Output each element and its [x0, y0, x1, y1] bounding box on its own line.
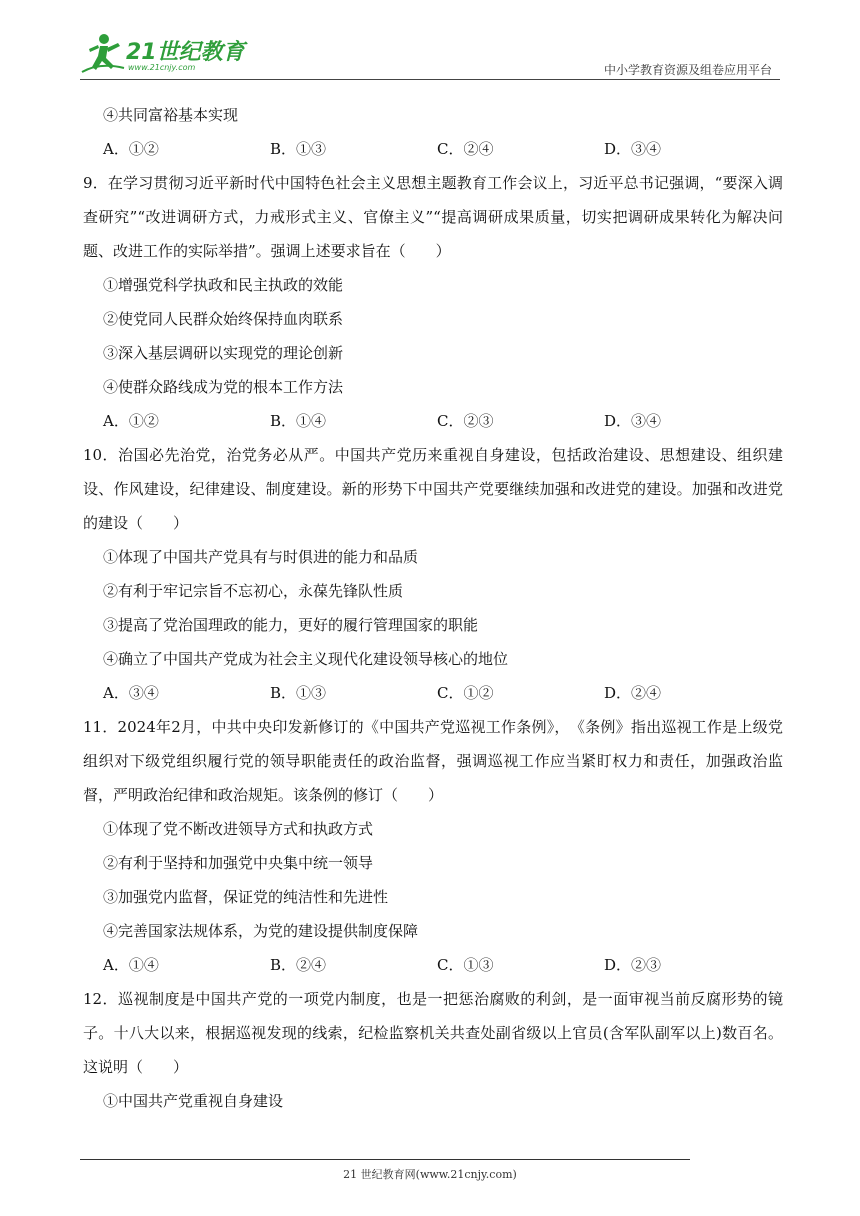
- logo-url: www.21cnjy.com: [128, 63, 196, 72]
- q11-item-2: ②有利于坚持和加强党中央集中统一领导: [103, 854, 374, 872]
- q9-choices: [83, 404, 783, 438]
- q11-choice-c: C．①③: [437, 956, 494, 974]
- q12-stem: 12．巡视制度是中国共产党的一项党内制度，也是一把惩治腐败的利剑，是一面审视当前反腐形势的镜子。十八大以来，根据巡视发现的线索，纪检监察机关共查处副省级以上官员(含军队副军以上)数百名。这说明（ ）: [83, 990, 783, 1076]
- q11-item-4: ④完善国家法规体系，为党的建设提供制度保障: [103, 922, 419, 940]
- logo-text: 21世纪教育: [126, 40, 245, 65]
- runner-logo-icon: [80, 32, 126, 76]
- q10-choices: [83, 676, 783, 710]
- q10-choice-d: D．②④: [604, 684, 662, 702]
- q11-choices: [83, 948, 783, 982]
- q9-choice-b: B．①④: [270, 412, 327, 430]
- platform-name: 中小学教育资源及组卷应用平台: [603, 63, 772, 77]
- q8-choice-a: A．①②: [103, 140, 159, 158]
- footer-divider: [80, 1159, 690, 1160]
- q8-choice-c: C．②④: [437, 140, 494, 158]
- q9-choice-c: C．②③: [437, 412, 494, 430]
- q10-stem: 10．治国必先治党，治党务必从严。中国共产党历来重视自身建设，包括政治建设、思想建设、组织建设、作风建设，纪律建设、制度建设。新的形势下中国共产党要继续加强和改进党的建设。加强和改进党的建设（ ）: [83, 446, 783, 532]
- q9-item-2: ②使党同人民群众始终保持血肉联系: [103, 310, 344, 328]
- q11-stem: 11．2024年2月，中共中央印发新修订的《中国共产党巡视工作条例》， 《条例》指出巡视工作是上级党组织对下级党组织履行党的领导职能责任的政治监督，强调巡视工作应当紧盯权力和责任，加强政治监督，严明政治纪律和政治规矩。该条例的修订（ ）: [83, 718, 783, 804]
- q8-choice-d: D．③④: [604, 140, 662, 158]
- q10-item-3: ③提高了党治国理政的能力，更好的履行管理国家的职能: [103, 616, 479, 634]
- q8-choices: [83, 132, 783, 166]
- q11-item-3: ③加强党内监督，保证党的纯洁性和先进性: [103, 888, 389, 906]
- q12-item-1: ①中国共产党重视自身建设: [103, 1092, 284, 1110]
- q9-item-4: ④使群众路线成为党的根本工作方法: [103, 378, 344, 396]
- footer-source[interactable]: 21 世纪教育网(www.21cnjy.com): [343, 1168, 517, 1181]
- site-logo[interactable]: [80, 30, 250, 80]
- question-content: [83, 98, 783, 1118]
- page-header: [80, 30, 780, 82]
- q11-choice-b: B．②④: [270, 956, 327, 974]
- q10-item-2: ②有利于牢记宗旨不忘初心，永葆先锋队性质: [103, 582, 404, 600]
- q9-choice-a: A．①②: [103, 412, 159, 430]
- q9-item-3: ③深入基层调研以实现党的理论创新: [103, 344, 344, 362]
- q10-choice-b: B．①③: [270, 684, 327, 702]
- q10-item-1: ①体现了中国共产党具有与时俱进的能力和品质: [103, 548, 419, 566]
- q9-choice-d: D．③④: [604, 412, 662, 430]
- q11-item-1: ①体现了党不断改进领导方式和执政方式: [103, 820, 374, 838]
- q10-choice-c: C．①②: [437, 684, 494, 702]
- header-divider: [80, 79, 780, 80]
- q9-stem: 9．在学习贯彻习近平新时代中国特色社会主义思想主题教育工作会议上，习近平总书记强调，“要深入调查研究”“改进调研方式，力戒形式主义、官僚主义”“提高调研成果质量，切实把调研成果转化为解决问题、改进工作的实际举措”。强调上述要求旨在（ ）: [83, 174, 783, 260]
- q10-choice-a: A．③④: [103, 684, 159, 702]
- q8-item-4: ④共同富裕基本实现: [103, 106, 239, 124]
- q9-item-1: ①增强党科学执政和民主执政的效能: [103, 276, 344, 294]
- q8-choice-b: B．①③: [270, 140, 327, 158]
- q11-choice-a: A．①④: [103, 956, 159, 974]
- q10-item-4: ④确立了中国共产党成为社会主义现代化建设领导核心的地位: [103, 650, 509, 668]
- q11-choice-d: D．②③: [604, 956, 662, 974]
